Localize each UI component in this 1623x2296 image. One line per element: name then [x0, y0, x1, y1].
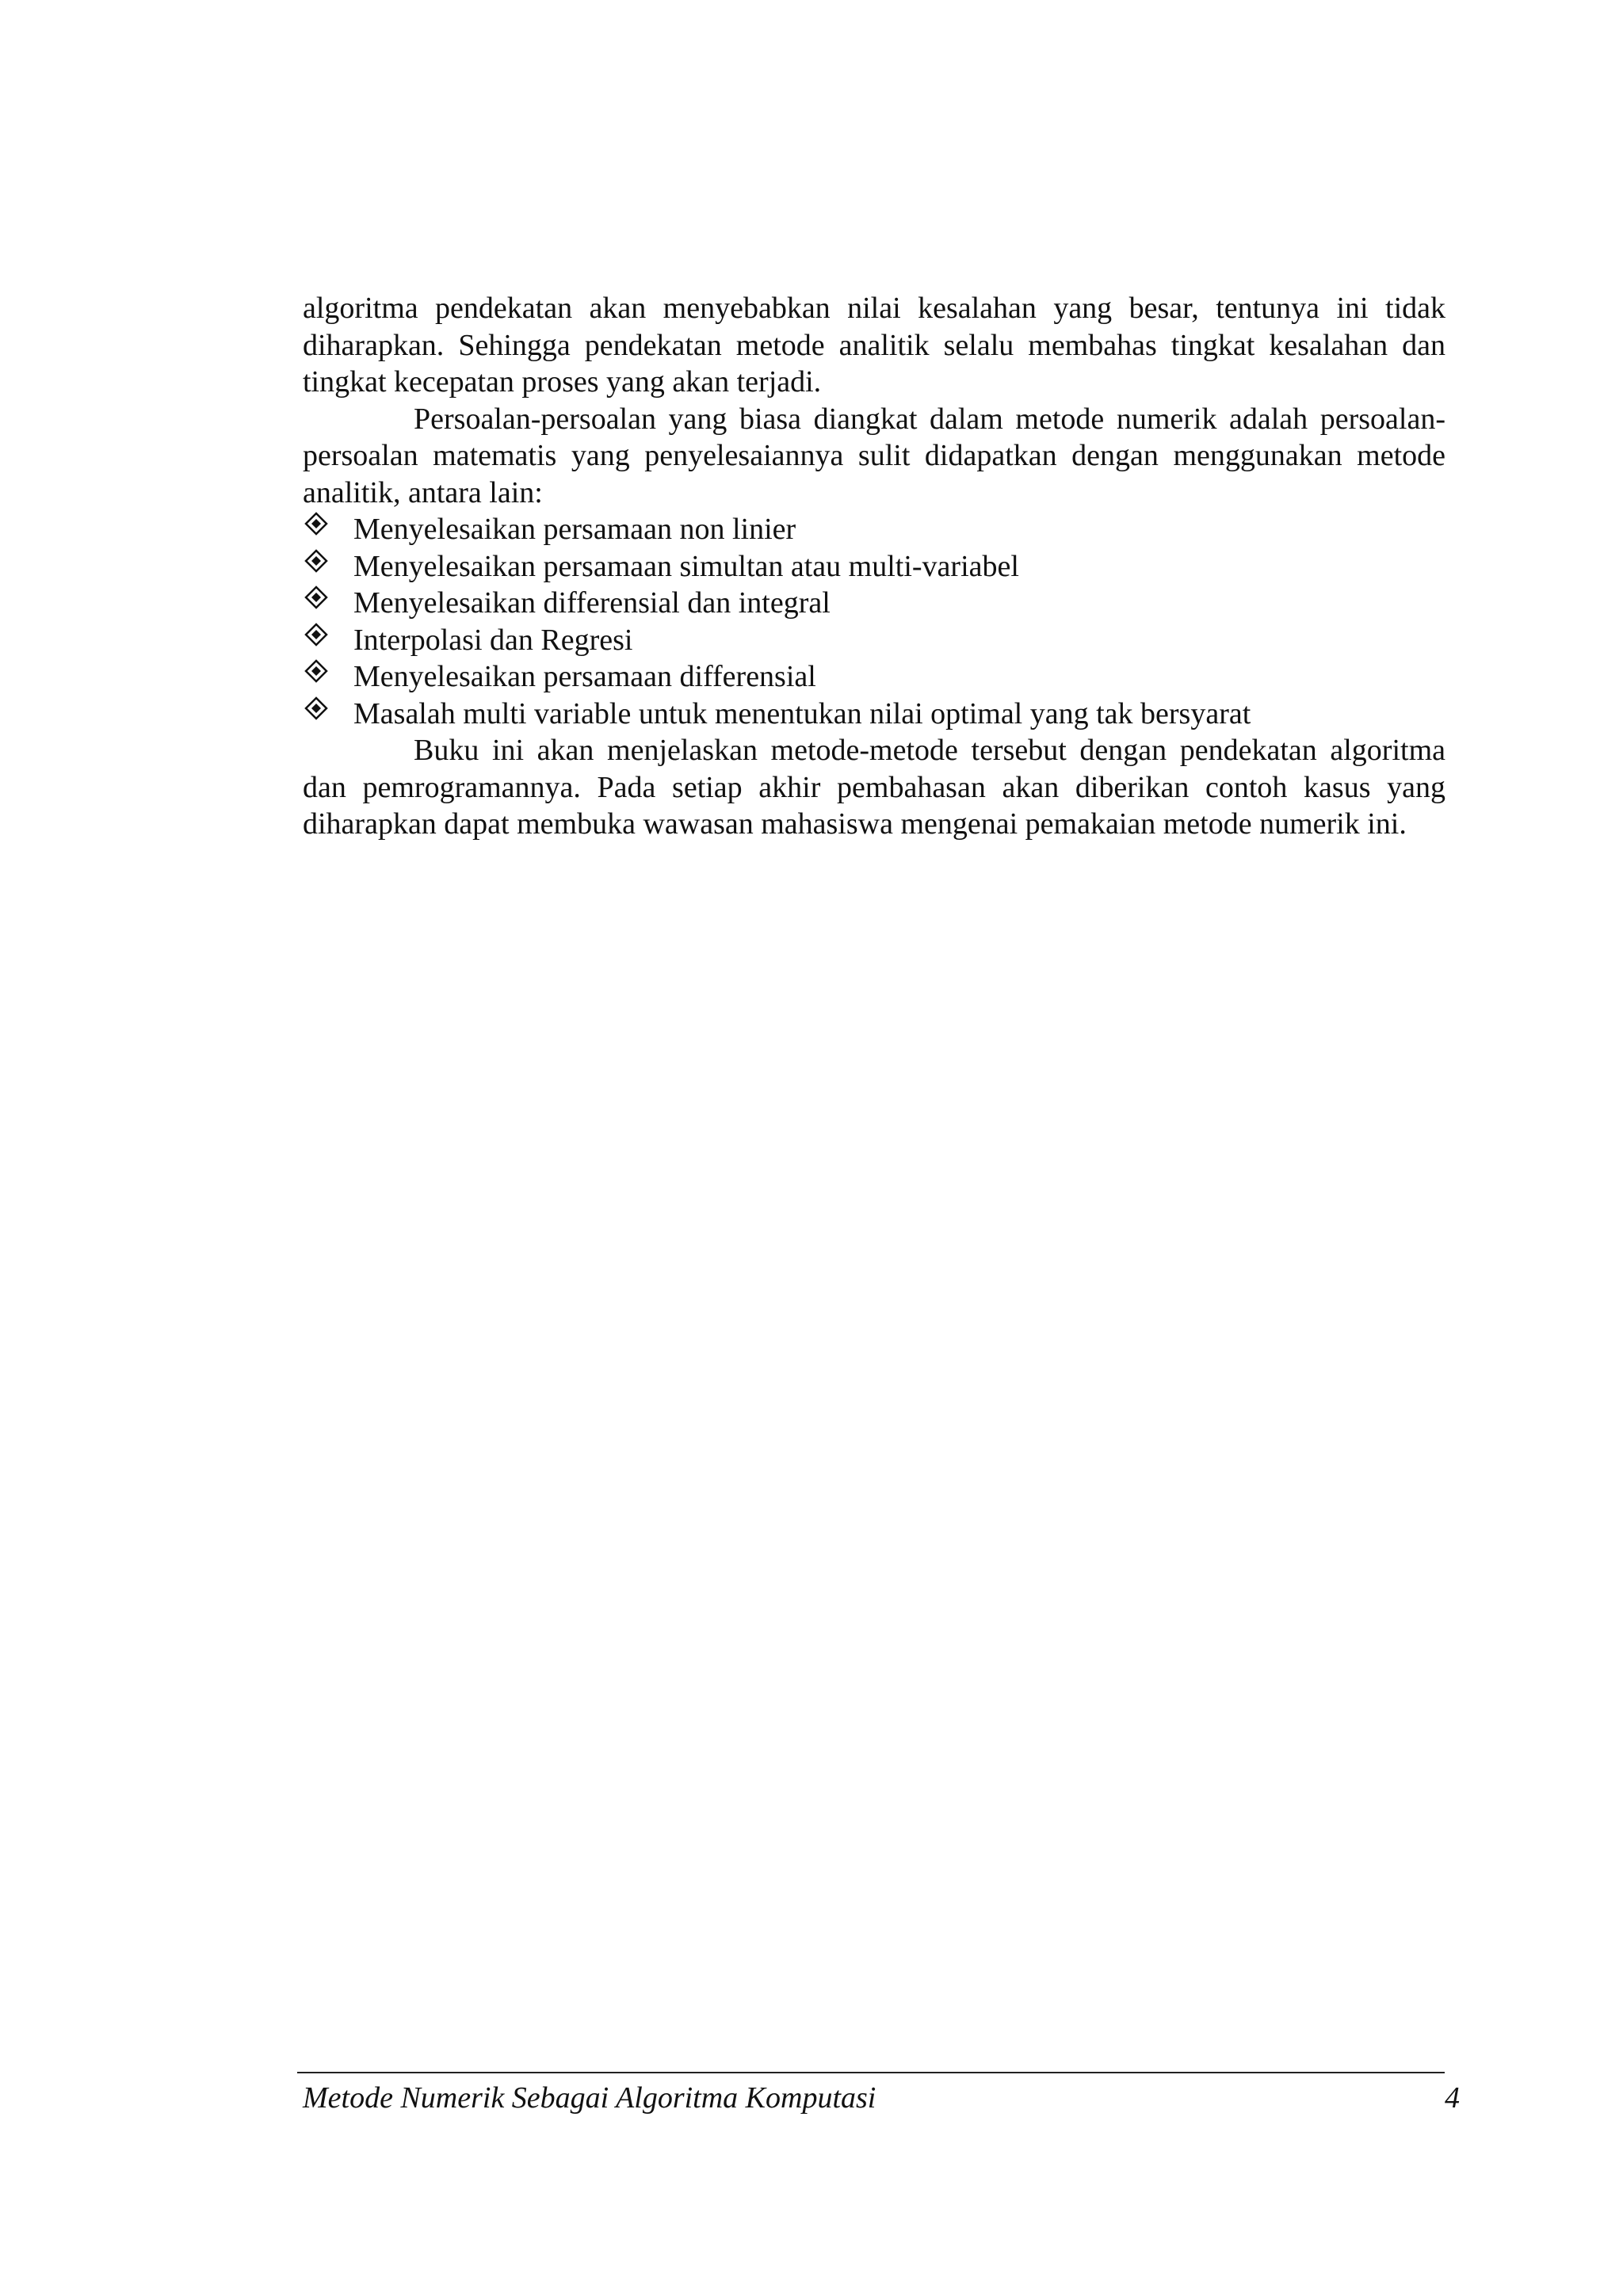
diamond-bullet-icon — [303, 515, 353, 539]
paragraph-book-summary: Buku ini akan menjelaskan metode-metode tersebut dengan pendekatan algoritma dan pemrogramannya. Pada setiap akhir pembahasan akan diberikan contoh kasus yang diharapkan dapat membuka wawasan mahasiswa mengenai pemakaian metode numerik ini. — [303, 734, 1445, 841]
list-item-text: Masalah multi variable untuk menentukan nilai optimal yang tak bersyarat — [353, 696, 1251, 730]
list-item — [303, 548, 1445, 585]
problem-list — [303, 511, 1445, 732]
diamond-bullet-icon — [303, 700, 353, 723]
list-item — [303, 658, 1445, 696]
list-item — [303, 622, 1445, 659]
list-item-text: Menyelesaikan persamaan differensial — [353, 660, 816, 693]
page-body — [303, 290, 1445, 843]
list-item-text: Menyelesaikan persamaan simultan atau multi-variabel — [353, 549, 1019, 583]
list-item — [303, 511, 1445, 548]
list-item-text: Interpolasi dan Regresi — [353, 623, 633, 657]
page-number: 4 — [1445, 2081, 1460, 2115]
diamond-bullet-icon — [303, 552, 353, 576]
diamond-bullet-icon — [303, 662, 353, 686]
diamond-bullet-icon — [303, 589, 353, 612]
page-footer — [303, 2080, 1460, 2116]
list-item — [303, 585, 1445, 622]
paragraph-problems: Persoalan-persoalan yang biasa diangkat dalam metode numerik adalah persoalan-persoalan matematis yang penyelesaiannya sulit didapatkan dengan menggunakan metode analitik, antara lain: — [303, 402, 1445, 509]
paragraph-intro: algoritma pendekatan akan menyebabkan nilai kesalahan yang besar, tentunya ini tidak diharapkan. Sehingga pendekatan metode analitik selalu membahas tingkat kesalahan dan tingkat kecepatan proses yang akan terjadi. — [303, 292, 1445, 399]
diamond-bullet-icon — [303, 626, 353, 650]
list-item-text: Menyelesaikan persamaan non linier — [353, 513, 796, 546]
footer-title: Metode Numerik Sebagai Algoritma Komputasi — [303, 2081, 876, 2115]
list-item-text: Menyelesaikan differensial dan integral — [353, 586, 831, 620]
footer-divider — [297, 2072, 1445, 2073]
list-item — [303, 696, 1445, 733]
